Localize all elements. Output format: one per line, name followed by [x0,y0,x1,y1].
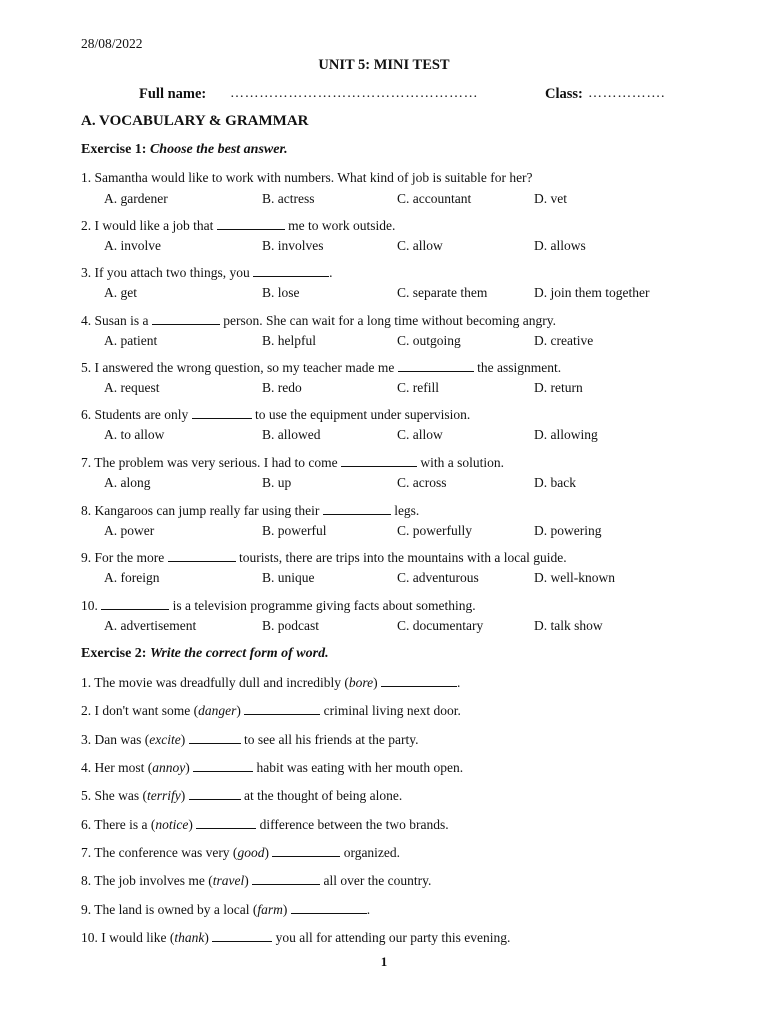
answer-option[interactable]: A. gardener [104,191,168,206]
hint-close: ) [180,788,186,803]
question-text: Students are only [94,407,189,422]
hint-close: ) [188,817,193,832]
answer-blank[interactable] [196,816,256,829]
answer-option[interactable]: B. allowed [262,427,321,442]
exercise2-question [81,872,721,889]
hint-close: ) [204,930,209,945]
exercise1-instruction: Choose the best answer. [149,142,288,157]
section-heading: A. VOCABULARY & GRAMMAR [81,113,309,129]
answer-option[interactable]: A. advertisement [104,618,197,633]
hint-close: ) [264,845,269,860]
question-text-end: tourists, there are trips into the mountains with a local guide. [239,550,567,565]
question-text: I would like a job that [94,218,214,233]
question-number: 9. [81,550,92,565]
hint-close: ) [180,732,186,747]
question-number: 4. [81,760,92,775]
exercise2-question [81,702,721,719]
question-text-end: to see all his friends at the party. [243,732,419,747]
answer-blank[interactable] [212,929,272,942]
answer-option[interactable]: A. power [104,523,155,538]
exercise1-question [81,597,721,614]
page-number: 1 [380,954,388,969]
answer-option[interactable]: D. creative [534,333,594,348]
answer-option[interactable]: C. documentary [397,618,484,633]
exercise2-question [81,787,721,804]
answer-option[interactable]: B. unique [262,570,315,585]
answer-option[interactable]: B. helpful [262,333,316,348]
question-text: I would like ( [101,930,175,945]
answer-blank[interactable] [217,217,285,230]
answer-blank[interactable] [398,359,474,372]
exercise1-question [81,264,721,281]
question-text-end: person. She can wait for a long time without becoming angry. [223,313,557,328]
answer-option[interactable]: A. get [104,285,137,300]
answer-blank[interactable] [291,901,367,914]
answer-option[interactable]: A. patient [104,333,158,348]
question-number: 7. [81,845,92,860]
answer-option[interactable]: D. join them together [534,285,650,300]
answer-option[interactable]: D. allows [534,238,586,253]
answer-blank[interactable] [189,787,241,800]
word-hint: thank [174,930,205,945]
word-hint: annoy [152,760,186,775]
exercise2-question [81,759,721,776]
question-text: Samantha would like to work with numbers. What kind of job is suitable for her? [94,170,533,185]
question-text-end: the assignment. [477,360,562,375]
answer-option[interactable]: C. allow [397,238,443,253]
answer-option[interactable]: B. lose [262,285,300,300]
page-title: UNIT 5: MINI TEST [318,57,450,73]
question-text: Her most ( [94,760,153,775]
exercise1-question [81,359,721,376]
answer-option[interactable]: D. powering [534,523,602,538]
answer-blank[interactable] [253,264,329,277]
question-text: If you attach two things, you [94,265,250,280]
question-text-end: to use the equipment under supervision. [255,407,471,422]
question-number: 5. [81,788,92,803]
question-text-end: organized. [343,845,401,860]
exercise1-question [81,454,721,471]
question-number: 9. [81,902,92,917]
answer-option[interactable]: C. refill [397,380,439,395]
full-name-label: Full name: [139,86,207,102]
answer-blank[interactable] [189,731,241,744]
question-text: Kangaroos can jump really far using their [94,503,320,518]
exercise1-heading [81,142,288,158]
exercise2-heading [81,646,329,662]
answer-blank[interactable] [381,674,457,687]
date: 28/08/2022 [81,36,143,51]
answer-option[interactable]: D. back [534,475,576,490]
question-text: She was ( [94,788,147,803]
question-text: The movie was dreadfully dull and incredibly ( [94,675,349,690]
answer-blank[interactable] [252,872,320,885]
answer-option[interactable]: D. return [534,380,583,395]
word-hint: farm [257,902,283,917]
answer-option[interactable]: B. podcast [262,618,319,633]
answer-option[interactable]: D. vet [534,191,567,206]
word-hint: danger [198,703,237,718]
question-number: 2. [81,218,92,233]
exercise2-question [81,816,721,833]
exercise1-question [81,502,721,519]
exercise2-question [81,901,721,918]
question-text-end: legs. [394,503,420,518]
question-number: 7. [81,455,92,470]
question-text-end: . [456,675,461,690]
word-hint: good [237,845,265,860]
answer-option[interactable]: B. up [262,475,292,490]
question-text: The problem was very serious. I had to come [94,455,338,470]
exercise1-question [81,312,721,329]
exercise1-question [81,406,721,423]
hint-close: ) [236,703,241,718]
answer-option[interactable]: A. involve [104,238,161,253]
answer-blank[interactable] [168,549,236,562]
answer-option[interactable]: B. actress [262,191,315,206]
answer-blank[interactable] [193,759,253,772]
question-number: 5. [81,360,92,375]
question-number: 3. [81,732,92,747]
answer-option[interactable]: D. talk show [534,618,603,633]
question-number: 6. [81,817,92,832]
answer-option[interactable]: D. well-known [534,570,615,585]
answer-blank[interactable] [192,406,252,419]
question-text-end: me to work outside. [288,218,396,233]
answer-option[interactable]: C. adventurous [397,570,479,585]
question-number: 6. [81,407,92,422]
question-text: The conference was very ( [94,845,238,860]
full-name-field[interactable]: …………………………………………… [230,86,479,101]
answer-option[interactable]: C. allow [397,427,443,442]
hint-close: ) [373,675,378,690]
question-text-end: with a solution. [420,455,504,470]
question-text: The land is owned by a local ( [94,902,258,917]
answer-option[interactable]: B. redo [262,380,302,395]
question-text: For the more [94,550,165,565]
question-number: 8. [81,873,92,888]
exercise2-label: Exercise 2: [81,646,147,661]
answer-option[interactable]: A. foreign [104,570,160,585]
word-hint: notice [155,817,189,832]
answer-option[interactable]: A. along [104,475,151,490]
hint-close: ) [282,902,288,917]
question-text-end: . [366,902,371,917]
question-number: 2. [81,703,92,718]
question-text-end: habit was eating with her mouth open. [256,760,464,775]
exercise1-question [81,217,721,234]
exercise2-question [81,929,721,946]
answer-blank[interactable] [323,502,391,515]
question-number: 10. [81,930,98,945]
question-text: I answered the wrong question, so my teacher made me [94,360,395,375]
answer-option[interactable]: C. powerfully [397,523,472,538]
answer-option[interactable]: D. allowing [534,427,598,442]
question-text-end: you all for attending our party this evening. [275,930,511,945]
question-number: 8. [81,503,92,518]
answer-option[interactable]: C. across [397,475,447,490]
question-text-end: criminal living next door. [323,703,461,718]
exercise2-instruction: Write the correct form of word. [149,646,329,661]
question-text-end: . [329,265,333,280]
exercise1-label: Exercise 1: [81,142,147,157]
answer-option[interactable]: B. powerful [262,523,327,538]
question-text: I don't want some ( [94,703,199,718]
word-hint: bore [348,675,374,690]
word-hint: terrify [147,788,181,803]
question-number: 1. [81,675,92,690]
question-number: 3. [81,265,92,280]
exercise1-question [81,170,721,186]
question-text-end: is a television programme giving facts about something. [172,598,476,613]
answer-option[interactable]: A. request [104,380,160,395]
answer-blank[interactable] [101,597,169,610]
hint-close: ) [244,873,249,888]
class-label: Class: [545,86,583,102]
word-hint: travel [212,873,245,888]
answer-blank[interactable] [272,844,340,857]
exercise2-question [81,674,721,691]
word-hint: excite [149,732,181,747]
question-text: Dan was ( [94,732,150,747]
question-text: The job involves me ( [94,873,213,888]
question-text-end: at the thought of being alone. [244,788,403,803]
answer-option[interactable]: C. separate them [397,285,488,300]
class-field[interactable]: ……………. [588,86,666,101]
answer-option[interactable]: B. involves [262,238,324,253]
answer-blank[interactable] [152,312,220,325]
question-text-end: difference between the two brands. [259,817,449,832]
answer-option[interactable]: A. to allow [104,427,165,442]
question-number: 1. [81,170,92,185]
question-number: 4. [81,313,92,328]
answer-blank[interactable] [244,702,320,715]
exercise2-question [81,844,721,861]
answer-option[interactable]: C. outgoing [397,333,461,348]
question-text-end: all over the country. [323,873,432,888]
exercise1-question [81,549,721,566]
exercise2-question [81,731,721,748]
question-text: There is a ( [94,817,156,832]
question-number: 10. [81,598,98,613]
question-text: Susan is a [94,313,149,328]
answer-option[interactable]: C. accountant [397,191,472,206]
hint-close: ) [185,760,190,775]
answer-blank[interactable] [341,454,417,467]
